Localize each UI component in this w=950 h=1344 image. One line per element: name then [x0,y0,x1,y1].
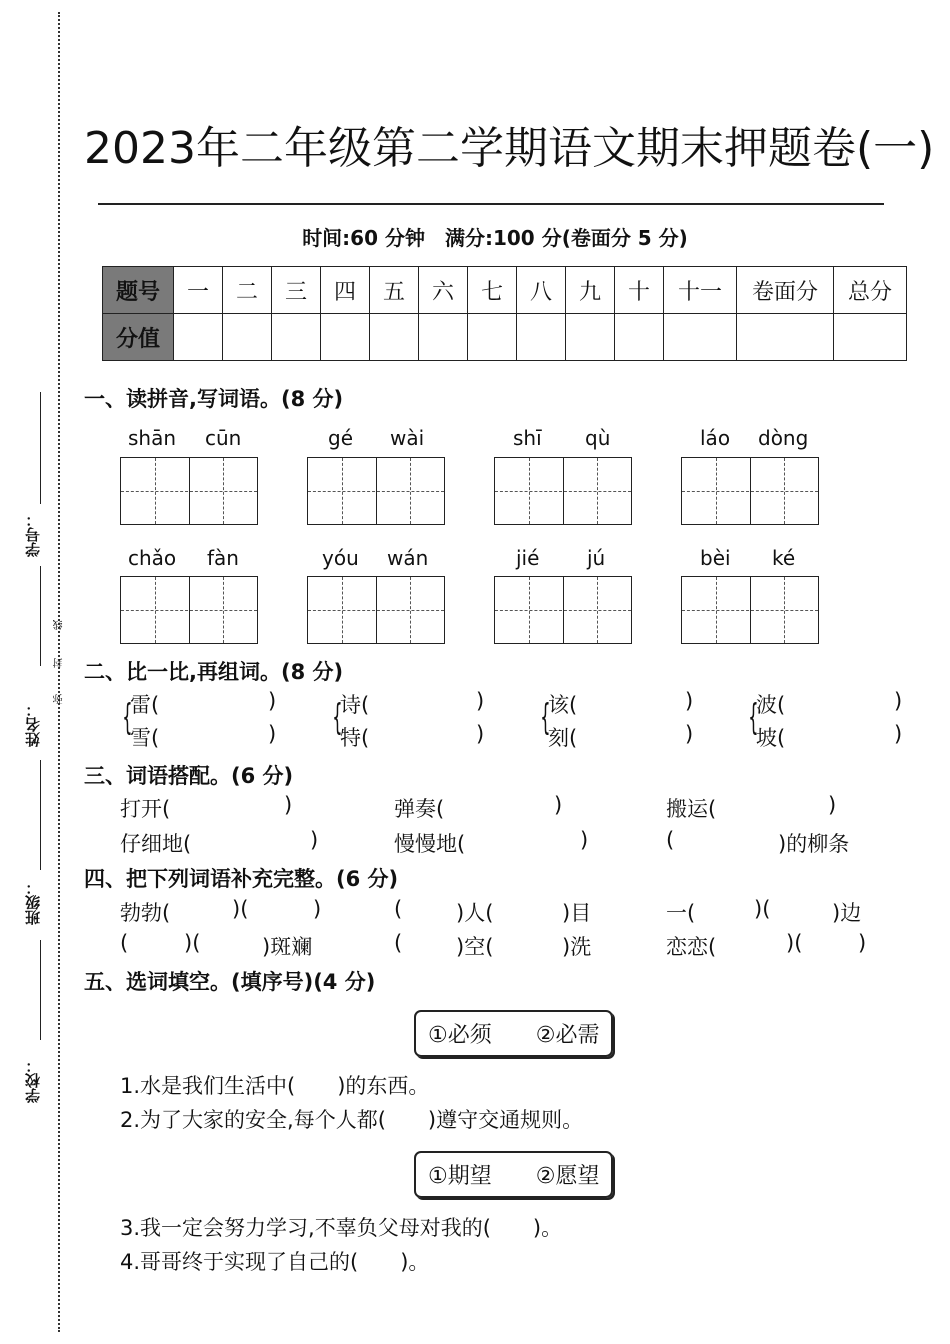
idiom-part: )( [786,931,803,955]
close-paren: ) [828,793,837,817]
compare-word: 坡( [756,726,786,750]
col-5: 五 [370,267,419,314]
pinyin: yóu [322,546,359,570]
pinyin: qù [585,426,611,450]
idiom-part: ( [394,897,403,921]
idiom-part: )人( [456,901,494,925]
name-blank [40,760,41,870]
col-10: 十 [615,267,664,314]
idiom-part: ) [313,897,322,921]
score-cell[interactable] [321,314,370,361]
pinyin: gé [328,426,353,450]
score-row2-head: 分值 [103,314,174,361]
pinyin: shān [128,426,177,450]
class-label: 班级： [24,880,42,925]
col-1: 一 [174,267,223,314]
idiom-part: 一( [666,901,696,925]
score-cell[interactable] [615,314,664,361]
idiom-part: )边 [832,901,862,925]
score-row-value [103,314,907,361]
student-no-label: 学号： [24,512,42,557]
col-6: 六 [419,267,468,314]
col-neatness: 卷面分 [737,267,834,314]
idiom-part: )洗 [562,935,592,959]
close-paren: ) [476,722,485,746]
close-paren: ) [685,689,694,713]
brace-icon: { [748,697,759,738]
col-8: 八 [517,267,566,314]
close-paren: ) [894,689,903,713]
pinyin: bèi [700,546,731,570]
pinyin: dòng [758,426,809,450]
writing-grid[interactable] [494,576,632,644]
close-paren: ) [284,793,293,817]
compare-word: 雷( [130,693,160,717]
score-cell[interactable] [223,314,272,361]
score-table [102,266,907,361]
idiom-part: )目 [562,901,592,925]
compare-word: 刻( [548,726,578,750]
score-cell[interactable] [664,314,737,361]
compare-word: 该( [548,693,578,717]
idiom-part: )( [232,897,249,921]
title-divider [98,203,884,205]
score-cell[interactable] [419,314,468,361]
close-paren: ) [268,689,277,713]
match-word: 搬运( [666,797,717,821]
close-paren: ) [268,722,277,746]
writing-grid[interactable] [681,457,819,525]
writing-grid[interactable] [307,576,445,644]
brace-icon: { [122,697,133,738]
pinyin: jié [516,546,540,570]
idiom-part: ) [858,931,867,955]
idiom-part: ( [394,931,403,955]
writing-grid[interactable] [120,576,258,644]
score-cell[interactable] [834,314,907,361]
close-paren: ) [685,722,694,746]
seal-char-seal: 封 [54,658,65,668]
seal-char-close: 弥 [54,694,65,704]
score-cell[interactable] [272,314,321,361]
score-cell[interactable] [468,314,517,361]
pinyin: wán [387,546,429,570]
writing-grid[interactable] [681,576,819,644]
score-cell[interactable] [517,314,566,361]
idiom-part: )( [184,931,201,955]
student-no-blank-lower [40,566,41,666]
close-paren: ) [476,689,485,713]
section4-title: 四、把下列词语补充完整。(6 分) [84,867,399,891]
compare-word: 波( [756,693,786,717]
question-3: 3.我一定会努力学习,不辜负父母对我的( )。 [120,1216,563,1240]
close-paren: ) [554,793,563,817]
col-7: 七 [468,267,517,314]
match-word: 仔细地( [120,832,192,856]
question-1: 1.水是我们生活中( )的东西。 [120,1074,430,1098]
close-paren: ) [580,828,589,852]
section5-title: 五、选词填空。(填序号)(4 分) [84,970,376,994]
score-row1-head: 题号 [103,267,174,314]
class-blank [40,940,41,1040]
compare-word: 诗( [340,693,370,717]
close-paren: ) [894,722,903,746]
compare-word: 特( [340,726,370,750]
exam-title: 2023年二年级第二学期语文期末押题卷(一) [84,123,935,174]
col-3: 三 [272,267,321,314]
pinyin: chǎo [128,546,177,570]
idiom-part: )空( [456,935,494,959]
brace-icon: { [540,697,551,738]
col-2: 二 [223,267,272,314]
open-paren: ( [666,828,675,852]
section1-title: 一、读拼音,写词语。(8 分) [84,387,344,411]
student-no-blank [40,392,41,504]
match-word: )的柳条 [778,832,850,856]
question-2: 2.为了大家的安全,每个人都( )遵守交通规则。 [120,1108,584,1132]
choice-box: ①期望 ②愿望 [414,1151,613,1198]
match-word: 慢慢地( [394,832,466,856]
score-cell[interactable] [566,314,615,361]
name-label: 姓名： [24,702,42,747]
idiom-part: 勃勃( [120,901,171,925]
idiom-part: 恋恋( [666,935,717,959]
brace-icon: { [332,697,343,738]
writing-grid[interactable] [494,457,632,525]
score-cell[interactable] [174,314,223,361]
col-4: 四 [321,267,370,314]
writing-grid[interactable] [307,457,445,525]
col-11: 十一 [664,267,737,314]
section2-title: 二、比一比,再组词。(8 分) [84,660,344,684]
idiom-part: )斑斓 [262,935,313,959]
pinyin: fàn [207,546,239,570]
section3-title: 三、词语搭配。(6 分) [84,764,294,788]
pinyin: shī [513,426,542,450]
pinyin: wài [390,426,425,450]
score-cell[interactable] [737,314,834,361]
close-paren: ) [310,828,319,852]
idiom-part: )( [754,897,771,921]
col-total: 总分 [834,267,907,314]
match-word: 打开( [120,797,171,821]
pinyin: jú [587,546,606,570]
school-label: 学校： [24,1058,42,1103]
score-row-number [103,267,907,314]
writing-grid[interactable] [120,457,258,525]
compare-word: 雪( [130,726,160,750]
exam-meta: 时间:60 分钟 满分:100 分(卷面分 5 分) [302,226,688,250]
score-cell[interactable] [370,314,419,361]
pinyin: cūn [205,426,242,450]
idiom-part: ( [120,931,129,955]
match-word: 弹奏( [394,797,445,821]
choice-box: ①必须 ②必需 [414,1010,613,1057]
seal-char-line: 线 [54,620,65,630]
col-9: 九 [566,267,615,314]
pinyin: ké [772,546,796,570]
question-4: 4.哥哥终于实现了自己的( )。 [120,1250,430,1274]
pinyin: láo [700,426,731,450]
binding-dotted-line [58,12,60,1332]
